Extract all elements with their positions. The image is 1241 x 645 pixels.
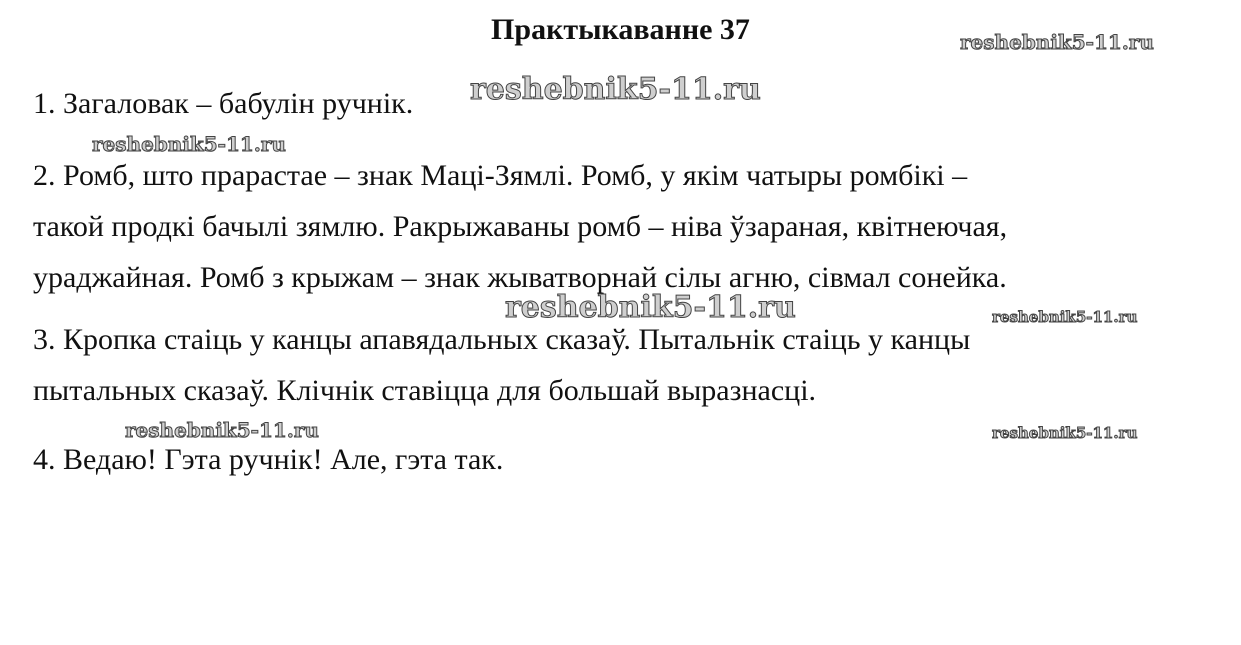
watermark: reshebnik5-11.ru <box>992 308 1138 326</box>
watermark: reshebnik5-11.ru <box>125 418 319 442</box>
answer-item-2 <box>33 150 1213 303</box>
answer-line: пытальных сказаў. Клічнік ставіцца для большай выразнасці. <box>33 374 817 407</box>
answer-line: 4. Ведаю! Гэта ручнік! Але, гэта так. <box>33 443 504 476</box>
answer-line: такой продкі бачылі зямлю. Ракрыжаваны ромб – ніва ўзараная, квітнеючая, <box>33 210 1008 243</box>
answer-line: ураджайная. Ромб з крыжам – знак жыватворнай сілы агню, сівмал сонейка. <box>33 261 1007 294</box>
watermark: reshebnik5-11.ru <box>960 30 1154 54</box>
answer-line: 1. Загаловак – бабулін ручнік. <box>33 87 414 120</box>
answer-item-3 <box>33 314 1213 416</box>
answer-line: 3. Кропка стаіць у канцы апавядальных сказаў. Пытальнік стаіць у канцы <box>33 323 971 356</box>
watermark: reshebnik5-11.ru <box>992 424 1138 442</box>
watermark: reshebnik5-11.ru <box>470 72 761 107</box>
watermark: reshebnik5-11.ru <box>505 290 796 325</box>
watermark: reshebnik5-11.ru <box>92 132 286 156</box>
page-title: Практыкаванне 37 <box>491 13 750 46</box>
answer-line: 2. Ромб, што прарастае – знак Маці-Зямлі. Ромб, у якім чатыры ромбікі – <box>33 159 968 192</box>
